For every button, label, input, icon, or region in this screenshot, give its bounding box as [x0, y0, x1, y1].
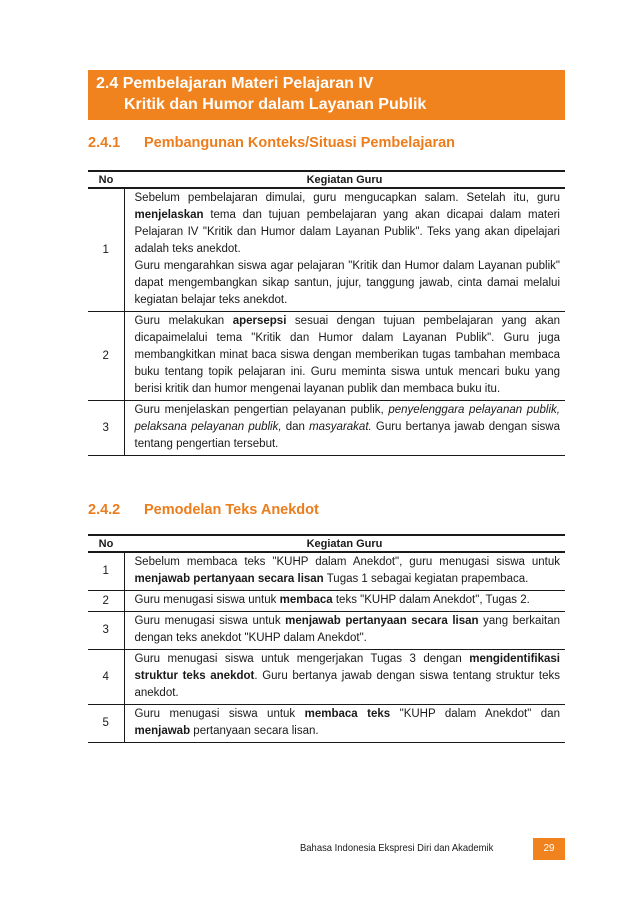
text: pertanyaan secara lisan. [190, 725, 319, 737]
table-row [88, 650, 565, 705]
bold-text: menjawab pertanyaan secara lisan [134, 573, 324, 585]
table-row [88, 591, 565, 612]
bold-text: mengidentifikasi struktur teks anekdot [134, 653, 560, 682]
activity-table-2 [88, 534, 565, 743]
bold-text: membaca [279, 594, 333, 606]
row-number: 5 [88, 705, 124, 743]
row-number: 2 [88, 312, 124, 401]
row-activity [124, 591, 565, 612]
section-heading-2-4-1 [88, 135, 455, 151]
row-activity [124, 188, 565, 312]
text: tema dan tujuan pembelajaran yang akan dicapai dalam materi Pelajaran IV "Kritik dan Humor dalam Layanan Publik". Teks yang akan dipelajari adalah teks anekdot. [134, 209, 560, 255]
row-number: 3 [88, 612, 124, 650]
chapter-title-line2: Kritik dan Humor dalam Layanan Publik [124, 96, 427, 113]
text: teks "KUHP dalam Anekdot", Tugas 2. [332, 594, 530, 606]
table-header-row [88, 535, 565, 552]
footer-book-title: Bahasa Indonesia Ekspresi Diri dan Akademik [300, 842, 494, 854]
row-activity [124, 612, 565, 650]
text: Guru menugasi siswa untuk mengerjakan Tugas 3 dengan [134, 653, 470, 665]
text: . Guru bertanya jawab dengan siswa tentang struktur teks anekdot. [134, 670, 560, 699]
bold-text: menjelaskan [134, 209, 204, 221]
chapter-heading [88, 70, 565, 120]
section-number: 2.4.1 [88, 135, 121, 151]
chapter-title-line1: 2.4 Pembelajaran Materi Pelajaran IV [96, 75, 374, 92]
table-row [88, 312, 565, 401]
table-row [88, 552, 565, 591]
text: sesuai dengan tujuan pembelajaran yang akan dicapaimelalui tema "Kritik dan Humor dalam Layanan Publik". Guru juga membangkitkan minat baca siswa dengan memberikan tugas tambahan membaca buku tentang topik pelajaran ini. Guru meminta siswa untuk mencari buku yang berisi kritik dan humor mengenai layanan publik dan membaca buku itu. [134, 315, 560, 395]
row-number: 4 [88, 650, 124, 705]
table-row [88, 612, 565, 650]
paragraph [135, 190, 561, 258]
text: Guru menjelaskan pengertian pelayanan publik, [134, 404, 389, 416]
row-activity [124, 401, 565, 456]
header-activity: Kegiatan Guru [124, 535, 565, 552]
row-activity [124, 312, 565, 401]
table-row [88, 401, 565, 456]
row-number: 1 [88, 188, 124, 312]
header-no: No [88, 535, 124, 552]
header-no: No [88, 171, 124, 188]
row-activity [124, 650, 565, 705]
bold-text: membaca teks [304, 708, 391, 720]
text: Guru melakukan [134, 315, 233, 327]
section-title: Pembangunan Konteks/Situasi Pembelajaran [144, 135, 456, 151]
section-title: Pemodelan Teks Anekdot [144, 502, 319, 518]
table-row [88, 188, 565, 312]
text: Guru menugasi siswa untuk [134, 594, 280, 606]
italic-text: masyarakat. [309, 421, 372, 433]
row-activity [124, 705, 565, 743]
header-activity: Kegiatan Guru [124, 171, 565, 188]
text: Sebelum membaca teks "KUHP dalam Anekdot", guru menugasi siswa untuk [134, 556, 560, 568]
table-row [88, 705, 565, 743]
section-number: 2.4.2 [88, 502, 121, 518]
row-number: 2 [88, 591, 124, 612]
row-number: 1 [88, 552, 124, 591]
text: Tugas 1 sebagai kegiatan prapembaca. [323, 573, 529, 585]
row-activity [124, 552, 565, 591]
text: "KUHP dalam Anekdot" dan [390, 708, 560, 720]
paragraph: Guru mengarahkan siswa agar pelajaran "Kritik dan Humor dalam Layanan publik" dapat mengembangkan sikap santun, jujur, tanggung jawab, cinta damai melalui kegiatan belajar teks anekdot. [134, 260, 560, 306]
text: Sebelum pembelajaran dimulai, guru mengucapkan salam. Setelah itu, guru [134, 192, 560, 204]
row-number: 3 [88, 401, 124, 456]
bold-text: menjawab [134, 725, 191, 737]
italic-text: penyelenggara pelayanan publik, pelaksana pelayanan publik, [134, 404, 560, 433]
section-heading-2-4-2 [88, 502, 319, 518]
activity-table-1 [88, 170, 565, 456]
text: yang berkaitan dengan teks anekdot "KUHP dalam Anekdot". [134, 615, 560, 644]
page-number: 29 [533, 838, 565, 860]
bold-text: menjawab pertanyaan secara lisan [285, 615, 479, 627]
text: Guru bertanya jawab dengan siswa tentang pengertian tersebut. [134, 421, 560, 450]
text: Guru menugasi siswa untuk [134, 708, 305, 720]
text: dan [281, 421, 310, 433]
table-header-row [88, 171, 565, 188]
bold-text: apersepsi [232, 315, 287, 327]
text: Guru menugasi siswa untuk [134, 615, 286, 627]
